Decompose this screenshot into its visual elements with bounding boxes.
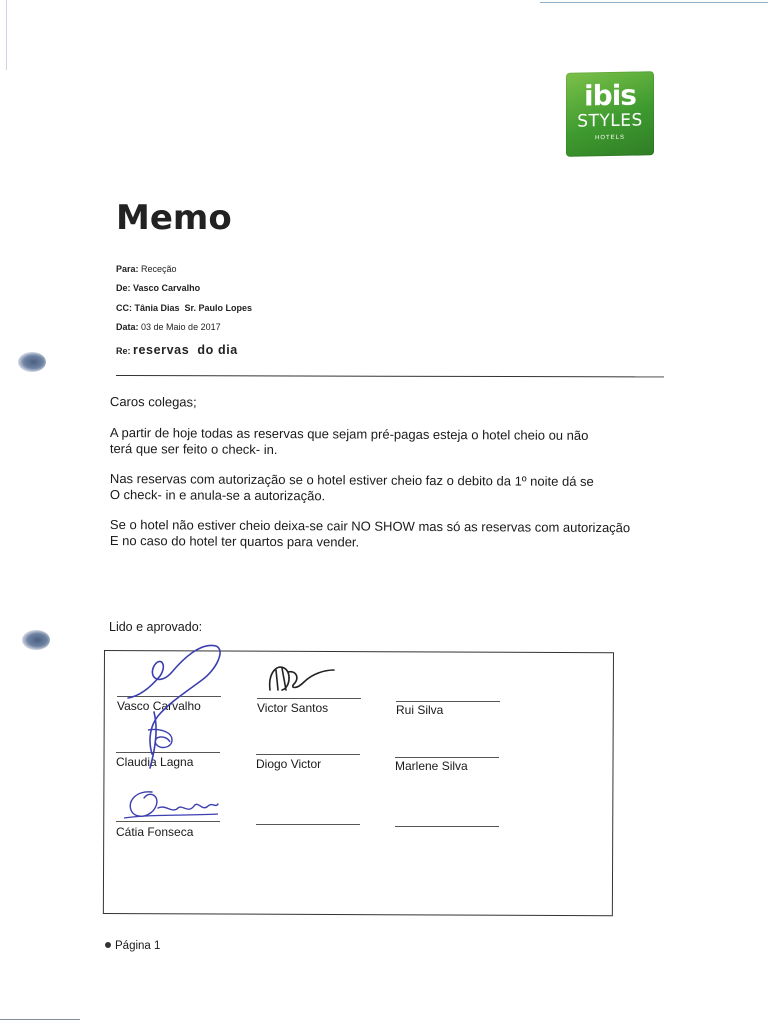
signatory-name: Claudia Lagna — [116, 755, 194, 769]
cc-label: CC: — [116, 303, 132, 313]
paragraph-3-line-1: Se o hotel não estiver cheio deixa-se cair NO SHOW mas só as reservas com autorização — [109, 517, 631, 536]
paragraph-2-line-2: O check- in e anula-se a autorização. — [109, 486, 326, 504]
handwritten-signature — [122, 784, 222, 830]
header-divider — [116, 375, 664, 377]
paragraph-1-line-2: terá que ser feito o check- in. — [109, 440, 278, 458]
data-label: Data: — [116, 322, 139, 332]
signature-line — [256, 824, 360, 825]
signature-line — [256, 754, 360, 755]
scan-edge-bottom — [0, 1019, 80, 1020]
bullet-icon — [105, 942, 111, 948]
scan-edge-top — [540, 2, 768, 3]
page-number: Página 1 — [115, 940, 161, 952]
memo-title: Memo — [116, 198, 232, 238]
para-label: Para: — [116, 264, 139, 274]
re-label: Re: — [116, 346, 131, 356]
approval-label: Lido e aprovado: — [109, 620, 203, 634]
re-value: reservas do dia — [133, 343, 238, 357]
cc-value: Tânia Dias Sr. Paulo Lopes — [134, 303, 253, 313]
signatory-name: Marlene Silva — [395, 759, 468, 773]
header-re — [116, 343, 238, 357]
signatory-name: Diogo Victor — [256, 757, 322, 771]
punch-hole-mark — [22, 630, 50, 650]
para-value: Receção — [141, 264, 177, 274]
paragraph-1 — [110, 425, 670, 460]
signatory-name: Rui Silva — [396, 703, 444, 717]
page-footer — [105, 940, 160, 952]
data-value: 03 de Maio de 2017 — [141, 322, 221, 332]
paragraph-3-line-2: E no caso do hotel ter quartos para vender. — [109, 532, 360, 550]
header-cc — [116, 303, 252, 313]
de-label: De: — [116, 283, 131, 293]
paragraph-2-line-1: Nas reservas com autorização se o hotel estiver cheio faz o debito da 1º noite dá se — [109, 471, 594, 489]
ibis-styles-logo — [566, 71, 654, 157]
logo-text-hotels: HOTELS — [594, 134, 625, 142]
signatory-name: Cátia Fonseca — [116, 825, 194, 839]
scan-edge-left — [6, 0, 7, 70]
signature-line — [395, 757, 499, 758]
signatory-name: Vasco Carvalho — [117, 699, 201, 713]
signature-line — [396, 701, 500, 702]
signatory-name: Victor Santos — [257, 701, 329, 715]
handwritten-signature — [266, 660, 338, 700]
paragraph-2 — [110, 471, 670, 506]
header-para — [116, 264, 177, 274]
paragraph-1-line-1: A partir de hoje todas as reservas que sejam pré-pagas esteja o hotel cheio ou não — [109, 425, 589, 443]
handwritten-signature — [120, 636, 230, 776]
punch-hole-mark — [18, 352, 46, 372]
greeting: Caros colegas; — [109, 394, 197, 410]
signature-line — [395, 826, 499, 827]
header-data — [116, 322, 221, 332]
logo-text-styles: STYLES — [577, 110, 643, 132]
logo-text-ibis: ibis — [584, 78, 636, 113]
header-de — [116, 283, 200, 293]
paragraph-3 — [110, 517, 670, 552]
de-value: Vasco Carvalho — [133, 283, 201, 293]
